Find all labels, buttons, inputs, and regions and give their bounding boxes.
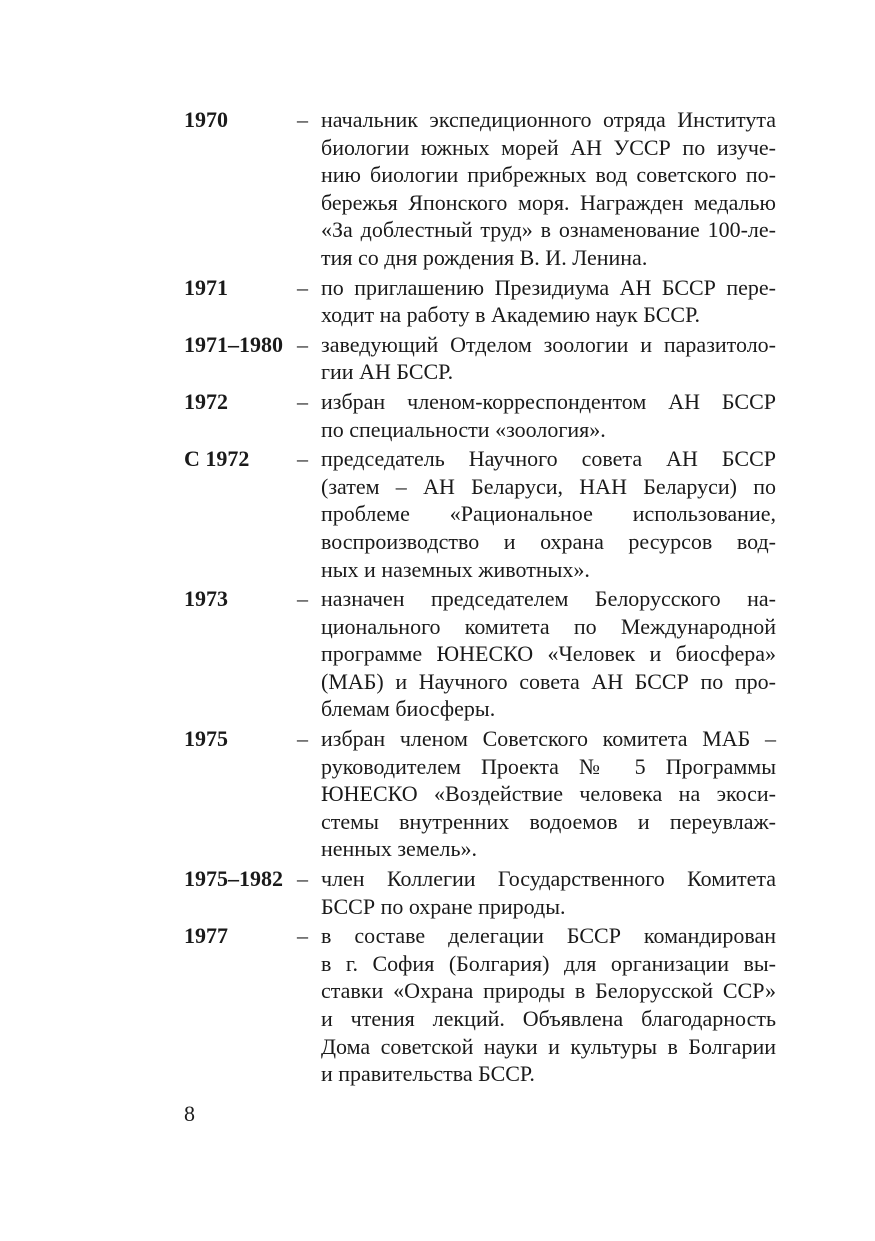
entry-line: «За доблестный труд» в ознаменование 100-ле- bbox=[321, 217, 776, 243]
entry-dash: – bbox=[297, 726, 308, 752]
entry-line: руководителем Проекта № 5 Программы bbox=[321, 753, 776, 779]
entry-line: программе ЮНЕСКО «Человек и биосфера» bbox=[321, 641, 776, 667]
entry-year: 1970 bbox=[184, 107, 228, 132]
entry-line: ходит на работу в Академию наук БССР. bbox=[321, 302, 701, 328]
entry-dash: – bbox=[297, 923, 308, 949]
entry-dash: – bbox=[297, 866, 308, 892]
chronology-entry bbox=[184, 922, 776, 1088]
chronology-entry bbox=[184, 725, 776, 863]
entry-line: проблеме «Рациональное использование, bbox=[321, 501, 776, 527]
chronology-entry bbox=[184, 865, 776, 920]
chronology-entry bbox=[184, 274, 776, 329]
chronology-entry bbox=[184, 445, 776, 583]
entry-dash: – bbox=[297, 107, 308, 132]
entry-year: 1971 bbox=[184, 274, 228, 300]
entry-line: в составе делегации БССР командирован bbox=[321, 923, 776, 949]
entry-line: блемам биосферы. bbox=[321, 696, 496, 722]
entry-description bbox=[321, 331, 776, 386]
entry-year: 1972 bbox=[184, 388, 228, 414]
entry-year: 1975–1982 bbox=[184, 866, 283, 892]
entry-line: бережья Японского моря. Награжден медалью bbox=[321, 189, 776, 215]
entry-description bbox=[321, 585, 776, 723]
entry-description bbox=[321, 106, 776, 272]
chronology-list bbox=[184, 106, 776, 1088]
entry-year: 1975 bbox=[184, 726, 228, 752]
entry-description bbox=[321, 274, 776, 329]
entry-line: тия со дня рождения В. И. Ленина. bbox=[321, 244, 648, 270]
entry-dash: – bbox=[297, 446, 308, 472]
entry-line: заведующий Отделом зоологии и паразитоло- bbox=[321, 331, 776, 357]
entry-dash: – bbox=[297, 586, 308, 612]
entry-line: в г. София (Болгария) для организации вы- bbox=[321, 950, 776, 976]
entry-line: председатель Научного совета АН БССР bbox=[321, 446, 776, 472]
entry-dash: – bbox=[297, 331, 308, 357]
entry-line: ЮНЕСКО «Воздействие человека на экоси- bbox=[321, 781, 776, 807]
entry-line: Дома советской науки и культуры в Болгарии bbox=[321, 1033, 776, 1059]
page-number: 8 bbox=[184, 1101, 195, 1126]
entry-description bbox=[321, 922, 776, 1088]
entry-description bbox=[321, 388, 776, 443]
entry-line: и чтения лекций. Объявлена благодарность bbox=[321, 1006, 776, 1031]
entry-year: 1977 bbox=[184, 923, 228, 949]
entry-line: по приглашению Президиума АН БССР пере- bbox=[321, 274, 776, 300]
entry-line: ставки «Охрана природы в Белорусской ССР» bbox=[321, 978, 776, 1004]
entry-year: С 1972 bbox=[184, 446, 250, 472]
entry-description bbox=[321, 725, 776, 863]
entry-line: начальник экспедиционного отряда Института bbox=[321, 107, 776, 132]
entry-line: БССР по охране природы. bbox=[321, 893, 566, 919]
entry-line: член Коллегии Государственного Комитета bbox=[321, 866, 776, 892]
chronology-entry bbox=[184, 388, 776, 443]
entry-line: ненных земель». bbox=[321, 836, 478, 862]
entry-line: (МАБ) и Научного совета АН БССР по про- bbox=[321, 668, 776, 694]
entry-line: гии АН БССР. bbox=[321, 359, 454, 385]
entry-line: ционального комитета по Международной bbox=[321, 613, 776, 639]
chronology-entry bbox=[184, 106, 776, 272]
entry-line: биологии южных морей АН УССР по изуче- bbox=[321, 134, 776, 160]
chronology-entry bbox=[184, 585, 776, 723]
entry-description bbox=[321, 445, 776, 583]
entry-line: по специальности «зоология». bbox=[321, 416, 606, 442]
entry-description bbox=[321, 865, 776, 920]
entry-dash: – bbox=[297, 388, 308, 414]
entry-line: воспроизводство и охрана ресурсов вод- bbox=[321, 528, 776, 554]
entry-line: назначен председателем Белорусского на- bbox=[321, 586, 776, 612]
entry-line: и правительства БССР. bbox=[321, 1061, 535, 1087]
entry-dash: – bbox=[297, 274, 308, 300]
entry-line: ных и наземных животных». bbox=[321, 556, 590, 582]
entry-line: (затем – АН Беларуси, НАН Беларуси) по bbox=[321, 473, 776, 499]
entry-year: 1973 bbox=[184, 586, 228, 612]
entry-line: избран членом Советского комитета МАБ – bbox=[321, 726, 776, 752]
entry-line: стемы внутренних водоемов и переувлаж- bbox=[321, 808, 776, 834]
entry-year: 1971–1980 bbox=[184, 331, 283, 357]
entry-line: нию биологии прибрежных вод советского по- bbox=[321, 162, 776, 188]
entry-line: избран членом-корреспондентом АН БССР bbox=[321, 388, 776, 414]
chronology-entry bbox=[184, 331, 776, 386]
